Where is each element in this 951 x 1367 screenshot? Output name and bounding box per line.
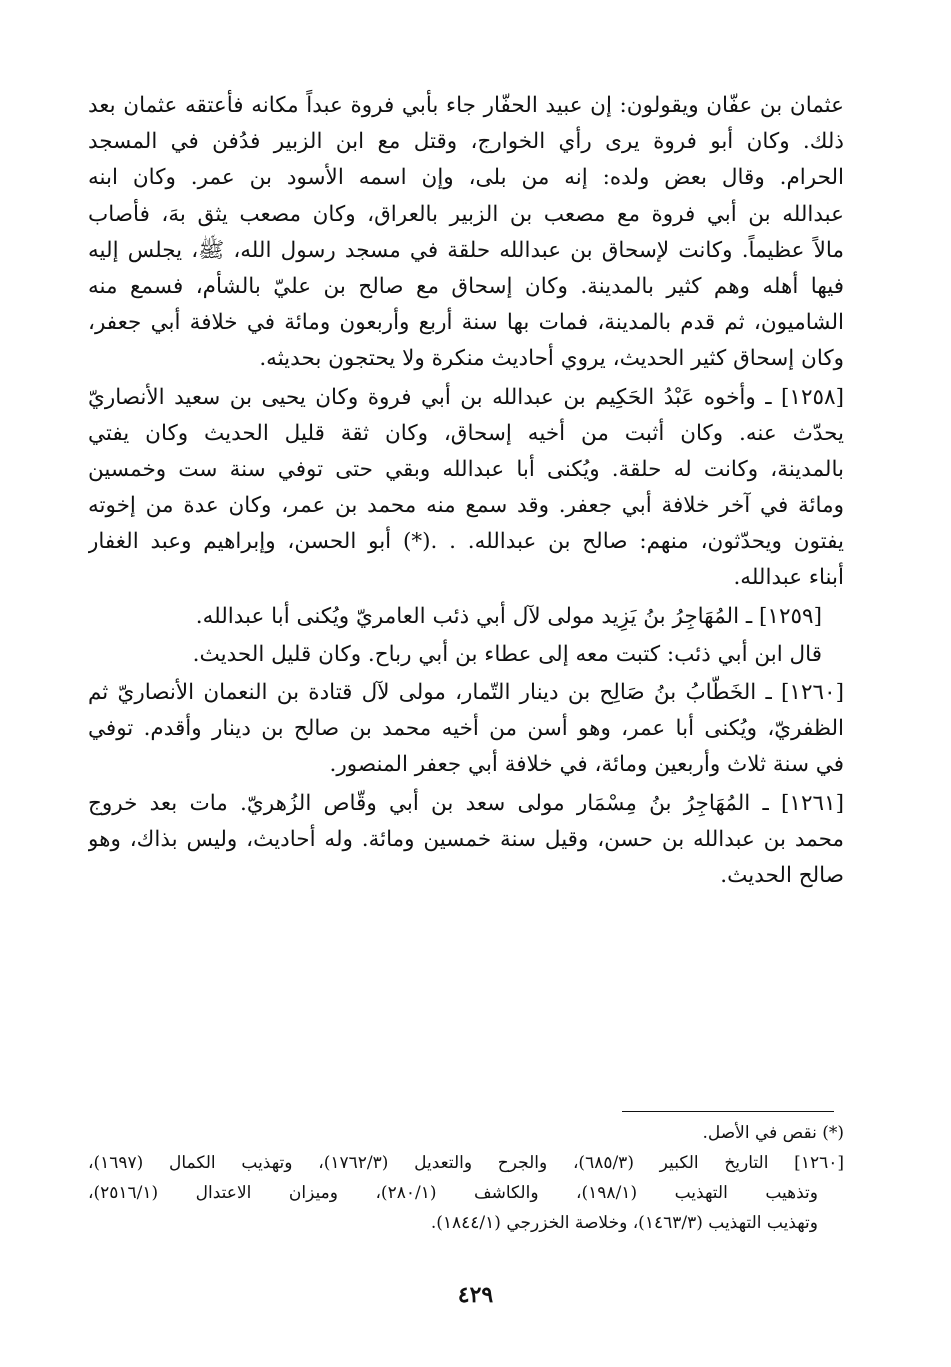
- entry-1261-line: محمد بن عبدالله بن حسن، وقيل سنة خمسين ومائة. وله أحاديث، وليس بذاك، وهو: [88, 826, 844, 852]
- entry-1260-line: [١٢٦٠] ـ الخَطّابُ بنُ صَالِح بن دينار التّمار، مولى لآل قتادة بن النعمان الأنصاريّ ثم: [88, 680, 844, 705]
- entry-1258-line: يفتون ويحدّثون، منهم: صالح بن عبدالله. . .(*) أبو الحسن، وإبراهيم وعبد الغفار: [88, 529, 844, 555]
- entry-1261-line: [١٢٦١] ـ المُهَاجِرُ بنُ مِسْمَار مولى سعد بن أبي وقّاص الزُهريّ. مات بعد خروج: [88, 790, 844, 816]
- entry-1260-line: الظفريّ، ويُكنى أبا عمر، وهو أسن من أخيه محمد بن صالح بن دينار وأقدم. توفي: [88, 716, 844, 742]
- text-line: الحرام. وقال بعض ولده: إنه من بلى، وإن اسمه الأسود بن عمر. وكان ابنه: [88, 165, 844, 191]
- text-line: مالاً عظيماً. وكانت لإسحاق بن عبدالله حلقة في مسجد رسول الله، ﷺ، يجلس إليه: [88, 237, 844, 263]
- footnote-line: [١٢٦٠] التاريخ الكبير (٦٨٥/٣)، والجرح والتعديل (١٧٦٢/٣)، وتهذيب الكمال (١٦٩٧)،: [88, 1153, 844, 1173]
- entry-1261-line: صالح الحديث.: [720, 862, 844, 888]
- entry-1260-line: في سنة ثلاث وأربعين ومائة، في خلافة أبي جعفر المنصور.: [329, 752, 844, 778]
- entry-1258-line: [١٢٥٨] ـ وأخوه عَبْدُ الحَكِيم بن عبدالله بن أبي فروة وكان يحيى بن سعيد الأنصاريّ: [88, 384, 844, 410]
- footnote-line: وتهذيب التهذيب (١٤٦٣/٣)، وخلاصة الخزرجي (١٨٤٤/١).: [430, 1213, 818, 1233]
- entry-1259-continuation: قال ابن أبي ذئب: كتبت معه إلى عطاء بن أبي رباح. وكان قليل الحديث.: [192, 641, 822, 667]
- text-line: عثمان بن عفّان ويقولون: إن عبيد الحفّار جاء بأبي فروة عبداً مكانه فأعتقه عثمان بعد: [88, 93, 844, 118]
- entry-1258-line: يحدّث عنه. وكان أثبت من أخيه إسحاق، وكان ثقة قليل الحديث وكان يفتي: [88, 420, 844, 446]
- footnotes: [88, 1118, 844, 1238]
- entry-1258-line: أبناء عبدالله.: [733, 565, 844, 591]
- footnote-separator: [622, 1111, 834, 1112]
- footnote-line: وتذهيب التهذيب (١٩٨/١)، والكاشف (٢٨٠/١)، وميزان الاعتدال (٢٥١٦/١)،: [88, 1183, 818, 1203]
- entry-1258-line: بالمدينة، وكانت له حلقة. ويُكنى أبا عبدالله وبقي حتى توفي سنة ست وخمسين: [88, 456, 844, 482]
- text-line: وكان إسحاق كثير الحديث، يروي أحاديث منكرة ولا يحتجون بحديثه.: [259, 346, 844, 372]
- footnote-line: (*) نقص في الأصل.: [702, 1123, 844, 1143]
- entry-1258-line: ومائة في آخر خلافة أبي جعفر. وقد سمع منه محمد بن عمر، وكان عدة من إخوته: [88, 493, 844, 519]
- text-line: ذلك. وكان أبو فروة يرى رأي الخوارج، وقتل مع ابن الزبير فدُفن في المسجد: [88, 129, 844, 155]
- text-line: الشاميون، ثم قدم بالمدينة، فمات بها سنة أربع وأربعون ومائة في خلافة أبي جعفر،: [88, 310, 844, 336]
- entry-1259-line: [١٢٥٩] ـ المُهَاجِرُ بنُ يَزِيد مولى لآل أبي ذئب العامريّ ويُكنى أبا عبدالله.: [195, 603, 822, 629]
- main-text: [88, 88, 844, 894]
- text-line: فيها أهله وهم كثير بالمدينة. وكان إسحاق مع صالح بن عليّ بالشأم، فسمع منه: [88, 273, 844, 299]
- text-line: عبدالله بن أبي فروة مع مصعب بن الزبير بالعراق، وكان مصعب يثق بهَ، فأصاب: [88, 201, 844, 227]
- page-number: ٤٢٩: [457, 1282, 494, 1308]
